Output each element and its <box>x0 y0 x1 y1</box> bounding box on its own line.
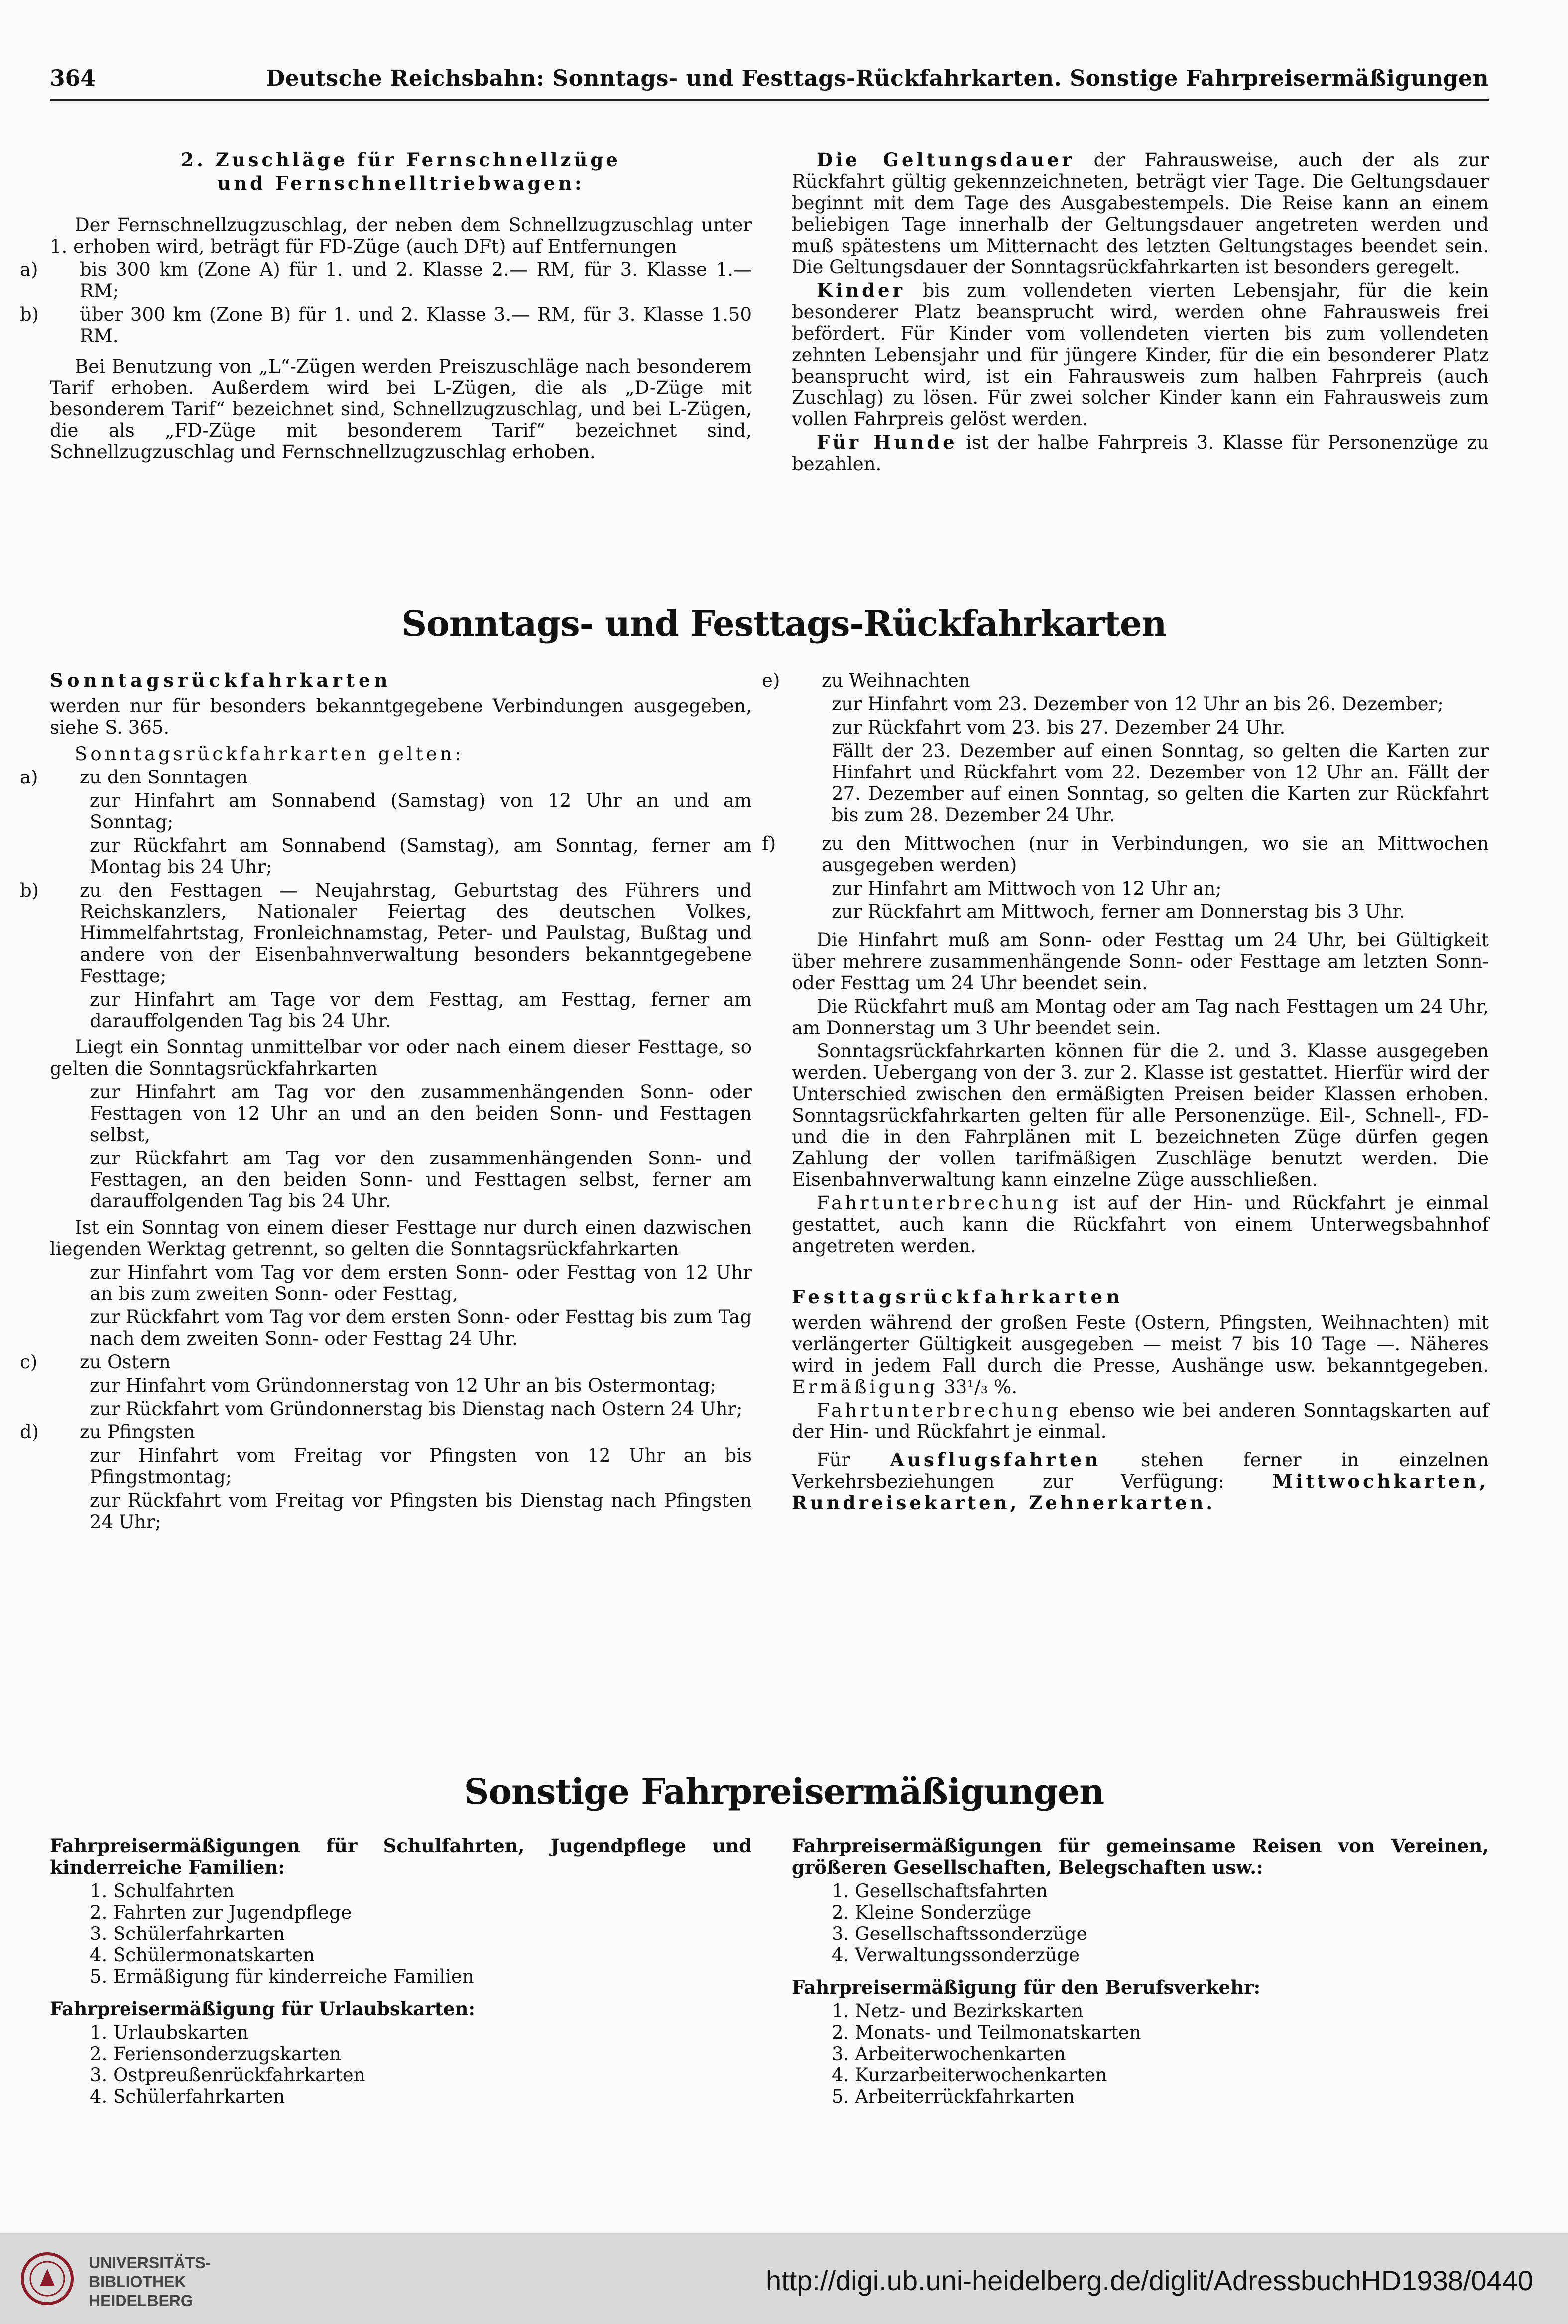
section2-left-column <box>50 1835 752 2107</box>
list-item: 4. Schülerfahrkarten <box>90 2086 285 2107</box>
library-name: UNIVERSITÄTS- BIBLIOTHEK HEIDELBERG <box>89 2254 211 2310</box>
item-b-line-1: zur Hinfahrt am Tage vor dem Festtag, am Festtag, ferner am darauffolgenden Tag bis 24 Uhr. <box>90 989 752 1032</box>
liegt-line-2: zur Rückfahrt am Tag vor den zusammenhängenden Sonn- und Festtagen, an den beiden Sonn- und Festtagen selbst, ferner am darauffolgenden Tag bis 24 Uhr. <box>90 1148 752 1212</box>
list-item: 4. Kurzarbeiterwochenkarten <box>832 2065 1107 2086</box>
list-item: 2. Fahrten zur Jugendpflege <box>90 1902 352 1923</box>
klassen-paragraph: Sonntagsrückfahrkarten können für die 2. und 3. Klasse ausgegeben werden. Uebergang von der 3. zur 2. Klasse ist gestattet. Hierfür wird der Unterschied zwischen den ermäßigten Preisen beider Klassen erhoben. Sonntagsrückfahrkarten gelten für alle Personenzüge. Eil-, Schnell-, FD- und die in den Fahrplänen mit L bezeichneten Züge dürfen gegen Zahlung der vollen tarifmäßigen Zuschläge benutzt werden. Die Eisenbahnverwaltung kann einzelne Züge ausschließen. <box>792 1040 1489 1190</box>
item-d-line-2: zur Rückfahrt vom Freitag vor Pfingsten bis Dienstag nach Pfingsten 24 Uhr; <box>90 1490 752 1533</box>
list-item: 1. Schulfahrten <box>90 1880 235 1902</box>
zuschlaege-intro: Der Fernschnellzugzuschlag, der neben dem Schnellzugzuschlag unter 1. erhoben wird, beträgt für FD-Züge (auch DFt) auf Entfernungen <box>50 214 752 257</box>
berufsverkehr-heading: Fahrpreisermäßigung für den Berufsverkehr: <box>792 1976 1261 1998</box>
list-item: 2. Feriensonderzugskarten <box>90 2043 341 2065</box>
running-header <box>50 64 1489 101</box>
rueckfahrt-paragraph: Die Rückfahrt muß am Montag oder am Tag nach Festtagen um 24 Uhr, am Donnerstag um 3 Uhr beendet sein. <box>792 996 1489 1038</box>
item-e: e) zu Weihnachten <box>762 670 970 691</box>
zuschlaege-heading-1: 2. Zuschläge für Fernschnellzüge <box>181 149 621 171</box>
list-item: 4. Verwaltungssonderzüge <box>832 1944 1080 1966</box>
section1-left-column <box>20 669 752 1535</box>
source-url-link[interactable]: http://digi.ub.uni-heidelberg.de/diglit/AdressbuchHD1938/0440 <box>765 2265 1533 2296</box>
section2-right-column <box>792 1835 1489 2107</box>
urlaubskarten-heading: Fahrpreisermäßigung für Urlaubskarten: <box>50 1998 476 2020</box>
vereine-heading: Fahrpreisermäßigungen für gemeinsame Reisen von Vereinen, größeren Gesellschaften, Belegschaften usw.: <box>792 1835 1489 1878</box>
university-seal-icon <box>20 2251 75 2306</box>
item-e-line-1: zur Hinfahrt vom 23. Dezember von 12 Uhr an bis 26. Dezember; <box>832 693 1444 715</box>
hinfahrt-paragraph: Die Hinfahrt muß am Sonn- oder Festtag um 24 Uhr, bei Gültigkeit über mehrere zusammenhängende Sonn- oder Festtage am letzten Sonn- oder Festtag um 24 Uhr beendet sein. <box>792 929 1489 994</box>
ist-line-1: zur Hinfahrt vom Tag vor dem ersten Sonn- oder Festtag von 12 Uhr an bis zum zweiten Sonn- oder Festtag, <box>90 1262 752 1304</box>
schulfahrten-list <box>50 1880 752 1987</box>
list-item: 1. Netz- und Bezirkskarten <box>832 2000 1084 2022</box>
section-title-ermaessigungen: Sonstige Fahrpreisermäßigungen <box>464 1771 1104 1812</box>
item-a-line-1: zur Hinfahrt am Sonnabend (Samstag) von 12 Uhr an und am Sonntag; <box>90 790 752 833</box>
kinder-paragraph: Kinder bis zum vollendeten vierten Lebensjahr, für die kein besonderer Platz beansprucht wird, werden ohne Fahrausweis frei befördert. Für Kinder vom vollendeten vierten bis zum vollendeten zehnten Lebensjahr und für jüngere Kinder, für die ein besonderer Platz beansprucht wird, ist ein Fahrausweis zum halben Fahrpreis (auch Zuschlag) zu lösen. Für zwei solcher Kinder kann ein Fahrausweis zum vollen Fahrpreis gelöst werden. <box>792 279 1489 430</box>
section-title-rueckfahrkarten: Sonntags- und Festtags-Rückfahrkarten <box>401 603 1167 644</box>
sonntagsrueckfahrkarten-heading: Sonntagsrückfahrkarten <box>50 669 392 691</box>
list-item: 2. Kleine Sonderzüge <box>832 1902 1032 1923</box>
item-b: b) zu den Festtagen — Neujahrstag, Geburtstag des Führers und Reichskanzlers, Nationaler Feiertag des deutschen Volkes, Himmelfahrtstag, Fronleichnamstag, Peter- und Paulstag, Bußtag und andere von der Eisenbahnverwaltung besonders bekanntgegebene Festtage; <box>20 880 752 987</box>
list-item: 3. Ostpreußenrückfahrkarten <box>90 2065 365 2086</box>
list-item: 3. Gesellschaftssonderzüge <box>832 1923 1087 1944</box>
l-zuege-paragraph: Bei Benutzung von „L“-Zügen werden Preiszuschläge nach besonderem Tarif erhoben. Außerdem wird bei L-Zügen, die als „D-Züge mit besonderem Tarif“ bezeichnet sind, Schnellzugzuschlag, und bei L-Zügen, die als „FD-Züge mit besonderem Tarif“ bezeichnet sind, Schnellzugzuschlag und Fernschnellzugzuschlag erhoben. <box>50 356 752 463</box>
ausflugsfahrten-paragraph: Für Ausflugsfahrten stehen ferner in einzelnen Verkehrsbeziehungen zur Verfügung: Mittwochkarten, Rundreisekarten, Zehnerkarten. <box>792 1449 1489 1514</box>
item-e-line-3: Fällt der 23. Dezember auf einen Sonntag, so gelten die Karten zur Hinfahrt und Rückfahrt vom 22. Dezember von 12 Uhr an. Fällt der 27. Dezember auf einen Sonntag, so gelten die Karten zur Rückfahrt bis zum 28. Dezember 24 Uhr. <box>832 740 1489 826</box>
item-f-line-1: zur Hinfahrt am Mittwoch von 12 Uhr an; <box>832 878 1222 899</box>
list-item: 4. Schülermonatskarten <box>90 1944 315 1966</box>
item-f-line-2: zur Rückfahrt am Mittwoch, ferner am Donnerstag bis 3 Uhr. <box>832 901 1405 922</box>
list-item: 1. Urlaubskarten <box>90 2022 249 2043</box>
geltungsdauer-paragraph: Die Geltungsdauer der Fahrausweise, auch der als zur Rückfahrt gültig gekennzeichneten, beträgt vier Tage. Die Geltungsdauer beginnt mit dem Tage des Ausgabestempels. Die Reise kann an einem beliebigen Tage innerhalb der Geltungsdauer angetreten werden und muß spätestens um Mitternacht des letzten Geltungstages beendet sein. Die Geltungsdauer der Sonntagsrückfahrkarten ist besonders geregelt. <box>792 149 1489 278</box>
festtagsrueckfahrkarten-heading: Festtagsrückfahrkarten <box>792 1286 1124 1308</box>
sonntags-intro: werden nur für besonders bekanntgegebene Verbindungen ausgegeben, siehe S. 365. <box>50 695 752 738</box>
list-item: 5. Ermäßigung für kinderreiche Familien <box>90 1966 474 1987</box>
zone-a-item: a) bis 300 km (Zone A) für 1. und 2. Klasse 2.— RM, für 3. Klasse 1.— RM; <box>20 259 752 302</box>
ist-line-2: zur Rückfahrt vom Tag vor dem ersten Sonn- oder Festtag bis zum Tag nach dem zweiten Sonn- oder Festtag 24 Uhr. <box>90 1306 752 1349</box>
page-number: 364 <box>50 66 96 91</box>
festtags-unterbrechung: Fahrtunterbrechung ebenso wie bei anderen Sonntagskarten auf der Hin- und Rückfahrt je einmal. <box>792 1400 1489 1442</box>
zone-b-item: b) über 300 km (Zone B) für 1. und 2. Klasse 3.— RM, für 3. Klasse 1.50 RM. <box>20 304 752 347</box>
gelten-heading: Sonntagsrückfahrkarten gelten: <box>75 743 464 765</box>
top-left-column <box>20 149 752 465</box>
item-a-line-2: zur Rückfahrt am Sonnabend (Samstag), am Sonntag, ferner am Montag bis 24 Uhr; <box>90 835 752 878</box>
fahrtunterbrechung-paragraph: Fahrtunterbrechung ist auf der Hin- und Rückfahrt je einmal gestattet, auch kann die Rückfahrt von einem Unterwegsbahnhof angetreten werden. <box>792 1192 1489 1257</box>
item-c-line-2: zur Rückfahrt vom Gründonnerstag bis Dienstag nach Ostern 24 Uhr; <box>90 1398 743 1420</box>
list-item: 3. Arbeiterwochenkarten <box>832 2043 1066 2065</box>
item-c-line-1: zur Hinfahrt vom Gründonnerstag von 12 Uhr an bis Ostermontag; <box>90 1375 717 1396</box>
ist-paragraph: Ist ein Sonntag von einem dieser Festtage nur durch einen dazwischen liegenden Werktag getrennt, so gelten die Sonntagsrückfahrkarten <box>50 1217 752 1260</box>
item-d: d) zu Pfingsten <box>20 1421 195 1443</box>
section1-right-column <box>762 670 1489 1516</box>
zuschlaege-heading-2: und Fernschnelltriebwagen: <box>217 172 585 194</box>
vereine-list <box>792 1880 1489 1966</box>
item-e-line-2: zur Rückfahrt vom 23. bis 27. Dezember 24 Uhr. <box>832 717 1286 738</box>
list-item: 2. Monats- und Teilmonatskarten <box>832 2022 1141 2043</box>
liegt-paragraph: Liegt ein Sonntag unmittelbar vor oder nach einem dieser Festtage, so gelten die Sonntagsrückfahrkarten <box>50 1036 752 1079</box>
list-item: 1. Gesellschaftsfahrten <box>832 1880 1048 1902</box>
list-item: 5. Arbeiterrückfahrkarten <box>832 2086 1075 2107</box>
berufsverkehr-list <box>792 2000 1489 2107</box>
festtags-intro: werden während der großen Feste (Ostern, Pfingsten, Weihnachten) mit verlängerter Gültigkeit ausgegeben — meist 7 bis 10 Tage —. Näheres wird in jedem Fall durch die Presse, Aushänge usw. bekanntgegeben. Ermäßigung 33¹/₃ %. <box>792 1312 1489 1398</box>
item-c: c) zu Ostern <box>20 1351 171 1373</box>
list-item: 3. Schülerfahrkarten <box>90 1923 285 1944</box>
item-f: f) zu den Mittwochen (nur in Verbindungen, wo sie an Mittwochen ausgegeben werden) <box>762 833 1489 876</box>
hunde-paragraph: Für Hunde ist der halbe Fahrpreis 3. Klasse für Personenzüge zu bezahlen. <box>792 431 1489 475</box>
item-d-line-1: zur Hinfahrt vom Freitag vor Pfingsten von 12 Uhr an bis Pfingstmontag; <box>90 1445 752 1488</box>
schulfahrten-heading: Fahrpreisermäßigungen für Schulfahrten, Jugendpflege und kinderreiche Familien: <box>50 1835 752 1878</box>
running-title: Deutsche Reichsbahn: Sonntags- und Festtags-Rückfahrkarten. Sonstige Fahrpreisermäßigungen <box>265 66 1489 91</box>
urlaubskarten-list <box>50 2022 752 2107</box>
item-a: a) zu den Sonntagen <box>20 767 248 788</box>
top-right-column <box>792 149 1489 477</box>
liegt-line-1: zur Hinfahrt am Tag vor den zusammenhängenden Sonn- oder Festtagen von 12 Uhr an und an den beiden Sonn- und Festtagen selbst, <box>90 1081 752 1146</box>
library-footer <box>0 2233 1568 2324</box>
